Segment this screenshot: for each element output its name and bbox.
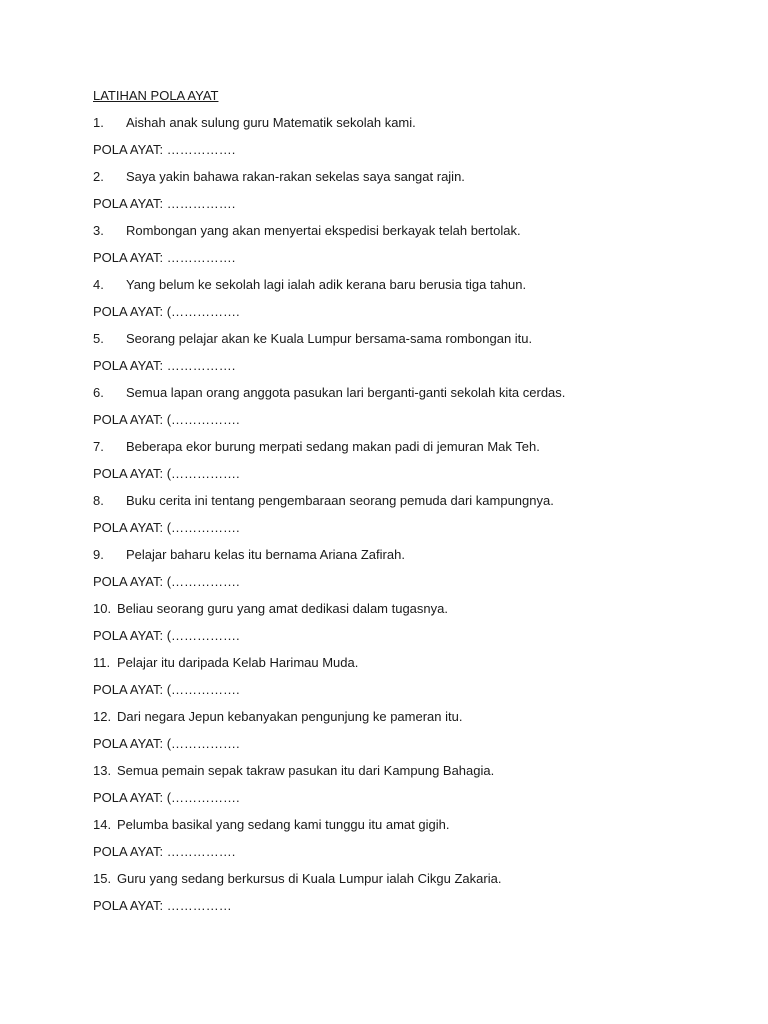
question-number: 15. (93, 871, 112, 886)
question-text: Yang belum ke sekolah lagi ialah adik kerana baru berusia tiga tahun. (126, 277, 527, 292)
question-text: Pelumba basikal yang sedang kami tunggu itu amat gigih. (117, 817, 450, 832)
question-line (93, 331, 713, 347)
answer-line: POLA AYAT: (……………. (93, 412, 240, 427)
question-number: 9. (93, 547, 104, 562)
question-text: Buku cerita ini tentang pengembaraan seorang pemuda dari kampungnya. (126, 493, 554, 508)
question-line (93, 709, 713, 725)
question-number: 8. (93, 493, 104, 508)
question-item (93, 763, 713, 806)
answer-line: POLA AYAT: …………… (93, 898, 232, 913)
answer-line: POLA AYAT: ……………. (93, 358, 236, 373)
question-number: 10. (93, 601, 112, 616)
question-number: 12. (93, 709, 112, 724)
question-number: 13. (93, 763, 112, 778)
question-line (93, 385, 713, 401)
answer-line: POLA AYAT: ……………. (93, 142, 236, 157)
question-text: Seorang pelajar akan ke Kuala Lumpur bersama-sama rombongan itu. (126, 331, 533, 346)
question-list (93, 115, 713, 914)
answer-line: POLA AYAT: ……………. (93, 196, 236, 211)
question-number: 11. (93, 655, 111, 670)
question-text: Pelajar itu daripada Kelab Harimau Muda. (117, 655, 359, 670)
question-line (93, 169, 713, 185)
question-line (93, 115, 713, 131)
question-number: 3. (93, 223, 104, 238)
question-item (93, 439, 713, 482)
question-text: Semua lapan orang anggota pasukan lari berganti-ganti sekolah kita cerdas. (126, 385, 566, 400)
question-item (93, 223, 713, 266)
question-item (93, 547, 713, 590)
question-item (93, 169, 713, 212)
question-item (93, 601, 713, 644)
question-item (93, 493, 713, 536)
answer-line: POLA AYAT: ……………. (93, 844, 236, 859)
question-number: 4. (93, 277, 104, 292)
question-text: Rombongan yang akan menyertai ekspedisi berkayak telah bertolak. (126, 223, 521, 238)
question-line (93, 277, 713, 293)
question-line (93, 871, 713, 887)
answer-line: POLA AYAT: (……………. (93, 466, 240, 481)
question-item (93, 655, 713, 698)
worksheet-body (93, 88, 713, 925)
question-line (93, 655, 713, 671)
question-item (93, 277, 713, 320)
question-line (93, 439, 713, 455)
answer-line: POLA AYAT: (……………. (93, 304, 240, 319)
question-item (93, 817, 713, 860)
question-number: 14. (93, 817, 112, 832)
question-text: Beliau seorang guru yang amat dedikasi dalam tugasnya. (117, 601, 448, 616)
question-number: 1. (93, 115, 104, 130)
question-text: Pelajar baharu kelas itu bernama Ariana Zafirah. (126, 547, 405, 562)
question-number: 7. (93, 439, 104, 454)
answer-line: POLA AYAT: ……………. (93, 250, 236, 265)
question-text: Aishah anak sulung guru Matematik sekolah kami. (126, 115, 416, 130)
question-text: Dari negara Jepun kebanyakan pengunjung ke pameran itu. (117, 709, 463, 724)
question-number: 5. (93, 331, 104, 346)
answer-line: POLA AYAT: (……………. (93, 520, 240, 535)
question-line (93, 817, 713, 833)
question-text: Guru yang sedang berkursus di Kuala Lumpur ialah Cikgu Zakaria. (117, 871, 502, 886)
answer-line: POLA AYAT: (……………. (93, 736, 240, 751)
question-text: Beberapa ekor burung merpati sedang makan padi di jemuran Mak Teh. (126, 439, 540, 454)
question-item (93, 385, 713, 428)
question-line (93, 547, 713, 563)
answer-line: POLA AYAT: (……………. (93, 790, 240, 805)
answer-line: POLA AYAT: (……………. (93, 574, 240, 589)
question-line (93, 601, 713, 617)
question-item (93, 871, 713, 914)
question-text: Semua pemain sepak takraw pasukan itu dari Kampung Bahagia. (117, 763, 495, 778)
question-line (93, 763, 713, 779)
answer-line: POLA AYAT: (……………. (93, 628, 240, 643)
answer-line: POLA AYAT: (……………. (93, 682, 240, 697)
question-number: 6. (93, 385, 104, 400)
question-line (93, 493, 713, 509)
question-item (93, 115, 713, 158)
question-line (93, 223, 713, 239)
question-item (93, 331, 713, 374)
question-number: 2. (93, 169, 104, 184)
question-item (93, 709, 713, 752)
worksheet-title: LATIHAN POLA AYAT (93, 88, 219, 103)
question-text: Saya yakin bahawa rakan-rakan sekelas saya sangat rajin. (126, 169, 465, 184)
